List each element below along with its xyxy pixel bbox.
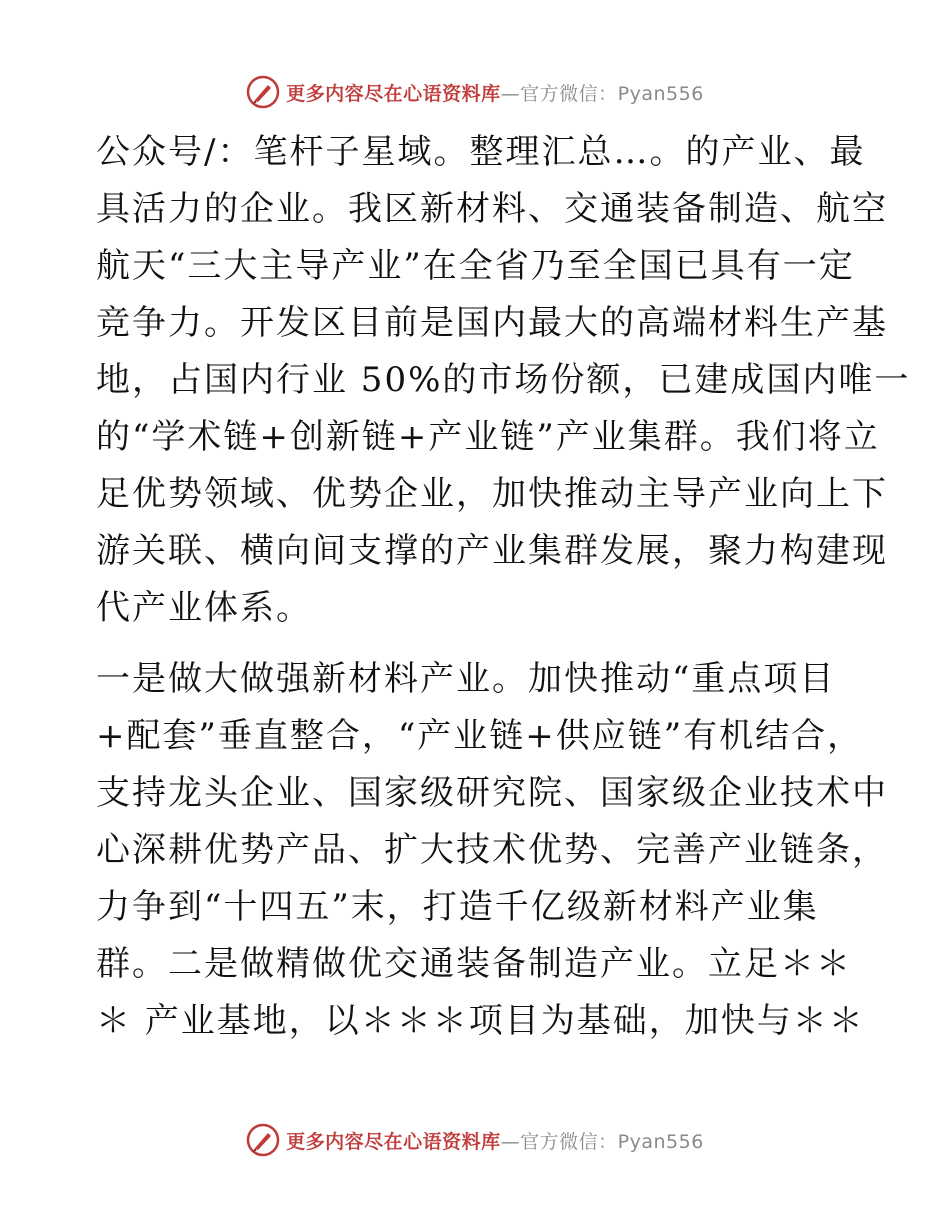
- pen-logo-icon: [246, 75, 280, 109]
- text-line: 足优势领域、优势企业，加快推动主导产业向上下: [96, 474, 888, 514]
- watermark-wechat: 官方微信：Pyan556: [520, 1130, 704, 1153]
- text-line: 竞争力。开发区目前是国内最大的高端材料生产基: [96, 303, 888, 343]
- watermark-main: 更多内容尽在心语资料库: [286, 1130, 501, 1153]
- pen-logo-icon: [246, 1123, 280, 1157]
- text-line: 代产业体系。: [96, 588, 312, 628]
- paragraph-2: [96, 651, 888, 1050]
- text-line: 游关联、横向间支撑的产业集群发展，聚力构建现: [96, 531, 888, 571]
- paragraph-spacer: [96, 637, 856, 651]
- paragraph-1: [96, 124, 911, 637]
- watermark-text: [286, 1127, 704, 1154]
- text-line: +配套”垂直整合，“产业链+供应链”有机结合，: [96, 716, 864, 756]
- footer-watermark: [0, 1120, 950, 1160]
- text-line: 航天“三大主导产业”在全省乃至全国已具有一定: [96, 246, 855, 286]
- text-line: 公众号/：笔杆子星域。整理汇总…。的产业、最: [96, 132, 866, 172]
- document-body: [96, 124, 911, 1050]
- watermark-main: 更多内容尽在心语资料库: [286, 82, 501, 105]
- watermark-separator: —: [500, 1130, 521, 1153]
- text-line: 地，占国内行业 50%的市场份额，已建成国内唯一: [96, 360, 911, 400]
- watermark-text: [286, 79, 704, 106]
- text-line: 支持龙头企业、国家级研究院、国家级企业技术中: [96, 773, 888, 813]
- text-line: 具活力的企业。我区新材料、交通装备制造、航空: [96, 189, 888, 229]
- header-watermark: [0, 72, 950, 112]
- watermark-separator: —: [500, 82, 521, 105]
- text-line: 群。二是做精做优交通装备制造产业。立足＊＊: [96, 944, 852, 984]
- text-line: 的“学术链+创新链+产业链”产业集群。我们将立: [96, 417, 880, 457]
- text-line: 力争到“十四五”末，打造千亿级新材料产业集: [96, 887, 819, 927]
- text-line: 心深耕优势产品、扩大技术优势、完善产业链条，: [96, 830, 888, 870]
- text-line: 一是做大做强新材料产业。加快推动“重点项目: [96, 659, 836, 699]
- watermark-wechat: 官方微信：Pyan556: [520, 82, 704, 105]
- text-line: ＊ 产业基地，以＊＊＊项目为基础，加快与＊＊: [96, 1001, 865, 1041]
